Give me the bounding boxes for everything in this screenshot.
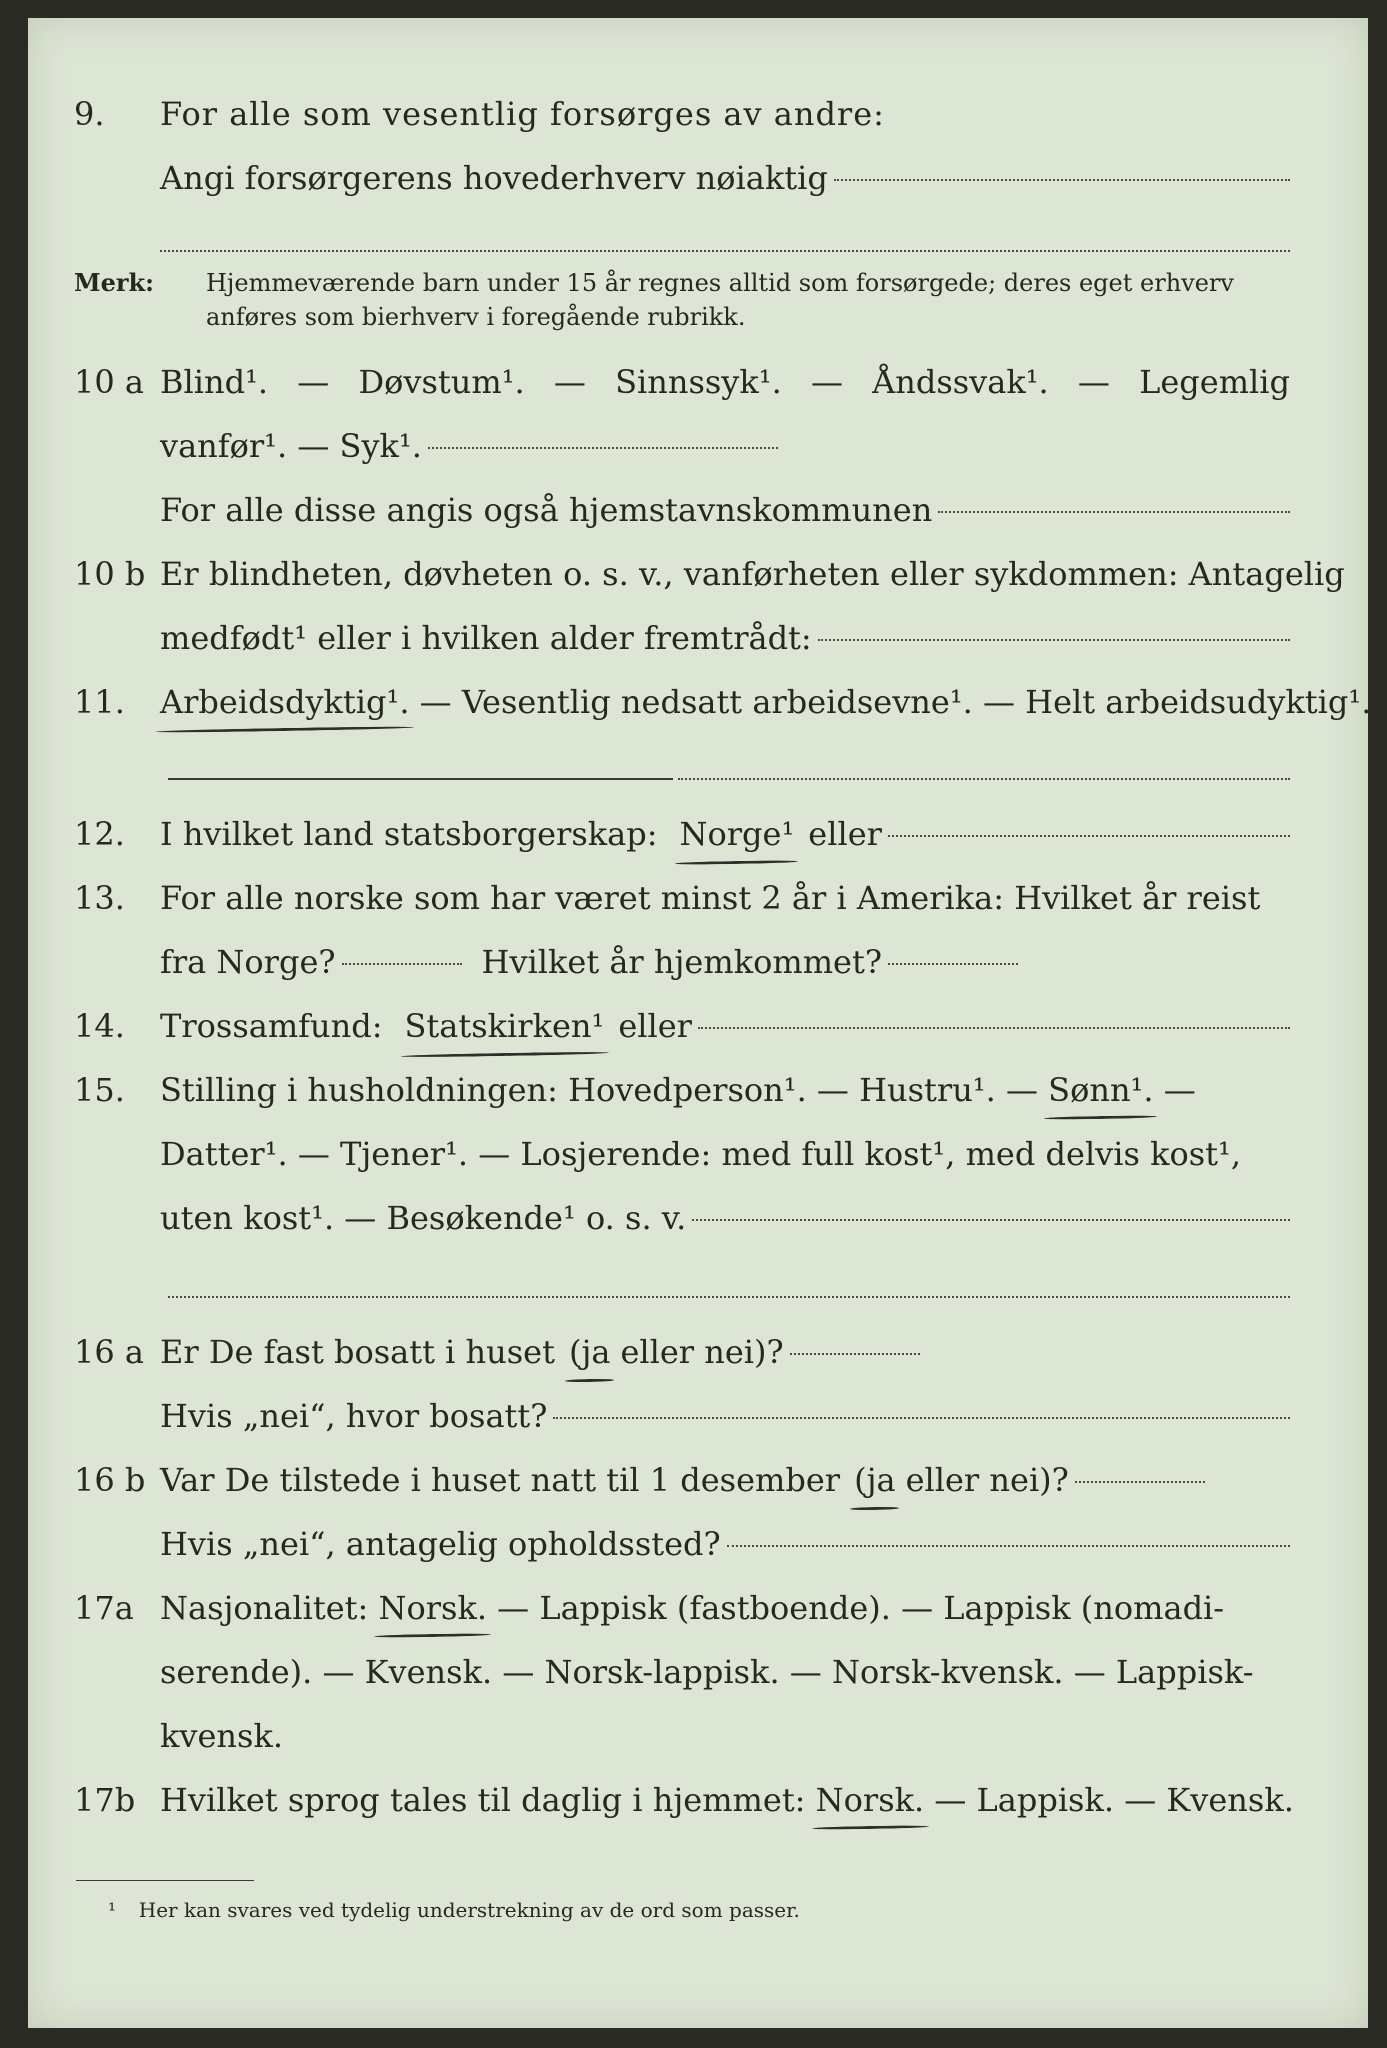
q11-answer-arbeidsdyktig[interactable]: Arbeidsdyktig¹. xyxy=(160,683,410,721)
q15-text2: Datter¹. — Tjener¹. — Losjerende: med full kost¹, med delvis kost¹, xyxy=(160,1135,1242,1173)
q9-text1: For alle som vesentlig forsørges av andre: xyxy=(160,95,885,133)
q10b-answer-field[interactable] xyxy=(818,639,1290,641)
q15-answer-field[interactable] xyxy=(692,1219,1290,1221)
q10a-number: 10 a xyxy=(74,363,144,401)
q16b-text1a: Var De tilstede i huset natt til 1 desember xyxy=(160,1461,841,1499)
q16b-number: 16 b xyxy=(74,1461,146,1499)
q10a-dash: — xyxy=(553,363,586,401)
q10a-dovstum: Døvstum¹. xyxy=(358,363,525,401)
q16a-text2: Hvis „nei“, hvor bosatt? xyxy=(160,1397,548,1435)
q13-number: 13. xyxy=(74,879,125,917)
q16a-number: 16 a xyxy=(74,1333,144,1371)
q13-part1: fra Norge? xyxy=(160,943,336,981)
q11-rest: — Vesentlig nedsatt arbeidsevne¹. — Helt arbeidsudyktig¹. xyxy=(419,683,1372,721)
q14-prefix: Trossamfund: xyxy=(160,1007,383,1045)
q15-text3: uten kost¹. — Besøkende¹ o. s. v. xyxy=(160,1199,687,1237)
q17a-text2: serende). — Kvensk. — Norsk-lappisk. — Norsk-kvensk. — Lappisk- xyxy=(160,1653,1254,1691)
footnote-text: Her kan svares ved tydelig understrekning av de ord som passer. xyxy=(138,1898,800,1922)
q12-prefix: I hvilket land statsborgerskap: xyxy=(160,815,658,853)
q9-text2: Angi forsørgerens hovederhverv nøiaktig xyxy=(160,159,828,197)
q16a-bosatt-field[interactable] xyxy=(553,1417,1290,1419)
q14-suffix: eller xyxy=(618,1007,692,1045)
q13-hjemkommet-field[interactable] xyxy=(888,963,1018,965)
q10a-legemlig: Legemlig xyxy=(1139,363,1290,401)
footnote-rule xyxy=(76,1880,254,1881)
q16b-answer-ja[interactable]: (ja xyxy=(854,1461,896,1499)
q13-text1: For alle norske som har været minst 2 år i Amerika: Hvilket år reist xyxy=(160,879,1261,917)
q10a-answer-field[interactable] xyxy=(428,447,778,449)
q13-part2: Hvilket år hjemkommet? xyxy=(481,943,882,981)
q11-number: 11. xyxy=(74,683,125,721)
q13-reist-field[interactable] xyxy=(342,963,462,965)
q12-suffix: eller xyxy=(808,815,882,853)
q16a-answer-ja[interactable]: (ja xyxy=(568,1333,611,1371)
q15-answer-line[interactable] xyxy=(168,1296,1290,1298)
q14-answer-field[interactable] xyxy=(698,1027,1290,1029)
q12-answer-field[interactable] xyxy=(888,835,1290,837)
q11-rule-solid xyxy=(168,778,673,780)
footnote xyxy=(108,1898,800,1922)
q17a-answer-norsk[interactable]: Norsk. xyxy=(378,1589,487,1627)
q16b-text2: Hvis „nei“, antagelig opholdssted? xyxy=(160,1525,721,1563)
q17a-prefix: Nasjonalitet: xyxy=(160,1589,369,1627)
q10a-hjemstavn-field[interactable] xyxy=(938,511,1290,513)
q10b-number: 10 b xyxy=(74,555,146,593)
q9-answer-line[interactable] xyxy=(160,250,1290,252)
q17b-answer-norsk[interactable]: Norsk. xyxy=(815,1781,925,1819)
q16a-text1a: Er De fast bosatt i huset xyxy=(160,1333,555,1371)
q17a-number: 17a xyxy=(74,1589,134,1627)
q10a-text2: vanfør¹. — Syk¹. xyxy=(160,427,422,465)
q17b-number: 17b xyxy=(74,1781,136,1819)
q12-answer-norge[interactable]: Norge¹ xyxy=(679,815,795,853)
footnote-mark: ¹ xyxy=(108,1898,117,1922)
q16a-text1b: eller nei)? xyxy=(620,1333,784,1371)
q10a-text3: For alle disse angis også hjemstavnskommunen xyxy=(160,491,933,529)
q14-answer-statskirken[interactable]: Statskirken¹ xyxy=(404,1007,605,1045)
q15-text1b: — xyxy=(1163,1071,1196,1109)
q10b-text2: medfødt¹ eller i hvilken alder fremtrådt: xyxy=(160,619,812,657)
q9-answer-field[interactable] xyxy=(834,179,1290,181)
q15-text1a: Stilling i husholdningen: Hovedperson¹. — Hustru¹. — xyxy=(160,1071,1038,1109)
q16b-text1b: eller nei)? xyxy=(905,1461,1069,1499)
merk-line1: Hjemmeværende barn under 15 år regnes alltid som forsørgede; deres eget erhverv xyxy=(206,269,1234,297)
q17a-text3: kvensk. xyxy=(160,1717,283,1755)
q17b-rest: — Lappisk. — Kvensk. xyxy=(934,1781,1294,1819)
q16a-answer-field[interactable] xyxy=(790,1353,920,1355)
q10a-dash: — xyxy=(1077,363,1110,401)
q15-number: 15. xyxy=(74,1071,125,1109)
q9-number: 9. xyxy=(74,95,105,133)
q10a-blind: Blind¹. xyxy=(160,363,269,401)
q15-answer-sonn[interactable]: Sønn¹. xyxy=(1048,1071,1154,1109)
q10a-dash: — xyxy=(297,363,330,401)
q10a-dash: — xyxy=(810,363,843,401)
q11-rule-dotted xyxy=(678,778,1290,780)
census-form-page xyxy=(28,18,1372,2028)
q10a-andssvak: Åndssvak¹. xyxy=(872,363,1049,401)
q10a-sinnssyk: Sinnssyk¹. xyxy=(615,363,782,401)
q10b-text1: Er blindheten, døvheten o. s. v., vanførheten eller sykdommen: Antagelig xyxy=(160,555,1345,593)
q17b-prefix: Hvilket sprog tales til daglig i hjemmet: xyxy=(160,1781,806,1819)
q17a-rest1: — Lappisk (fastboende). — Lappisk (nomadi- xyxy=(497,1589,1225,1627)
q16b-answer-field[interactable] xyxy=(1075,1481,1205,1483)
merk-line2: anføres som bierhverv i foregående rubrikk. xyxy=(206,303,746,331)
q16b-opholdssted-field[interactable] xyxy=(727,1545,1290,1547)
q10a-options xyxy=(160,362,1290,402)
q14-number: 14. xyxy=(74,1007,125,1045)
q12-number: 12. xyxy=(74,815,125,853)
merk-label: Merk: xyxy=(74,268,154,297)
